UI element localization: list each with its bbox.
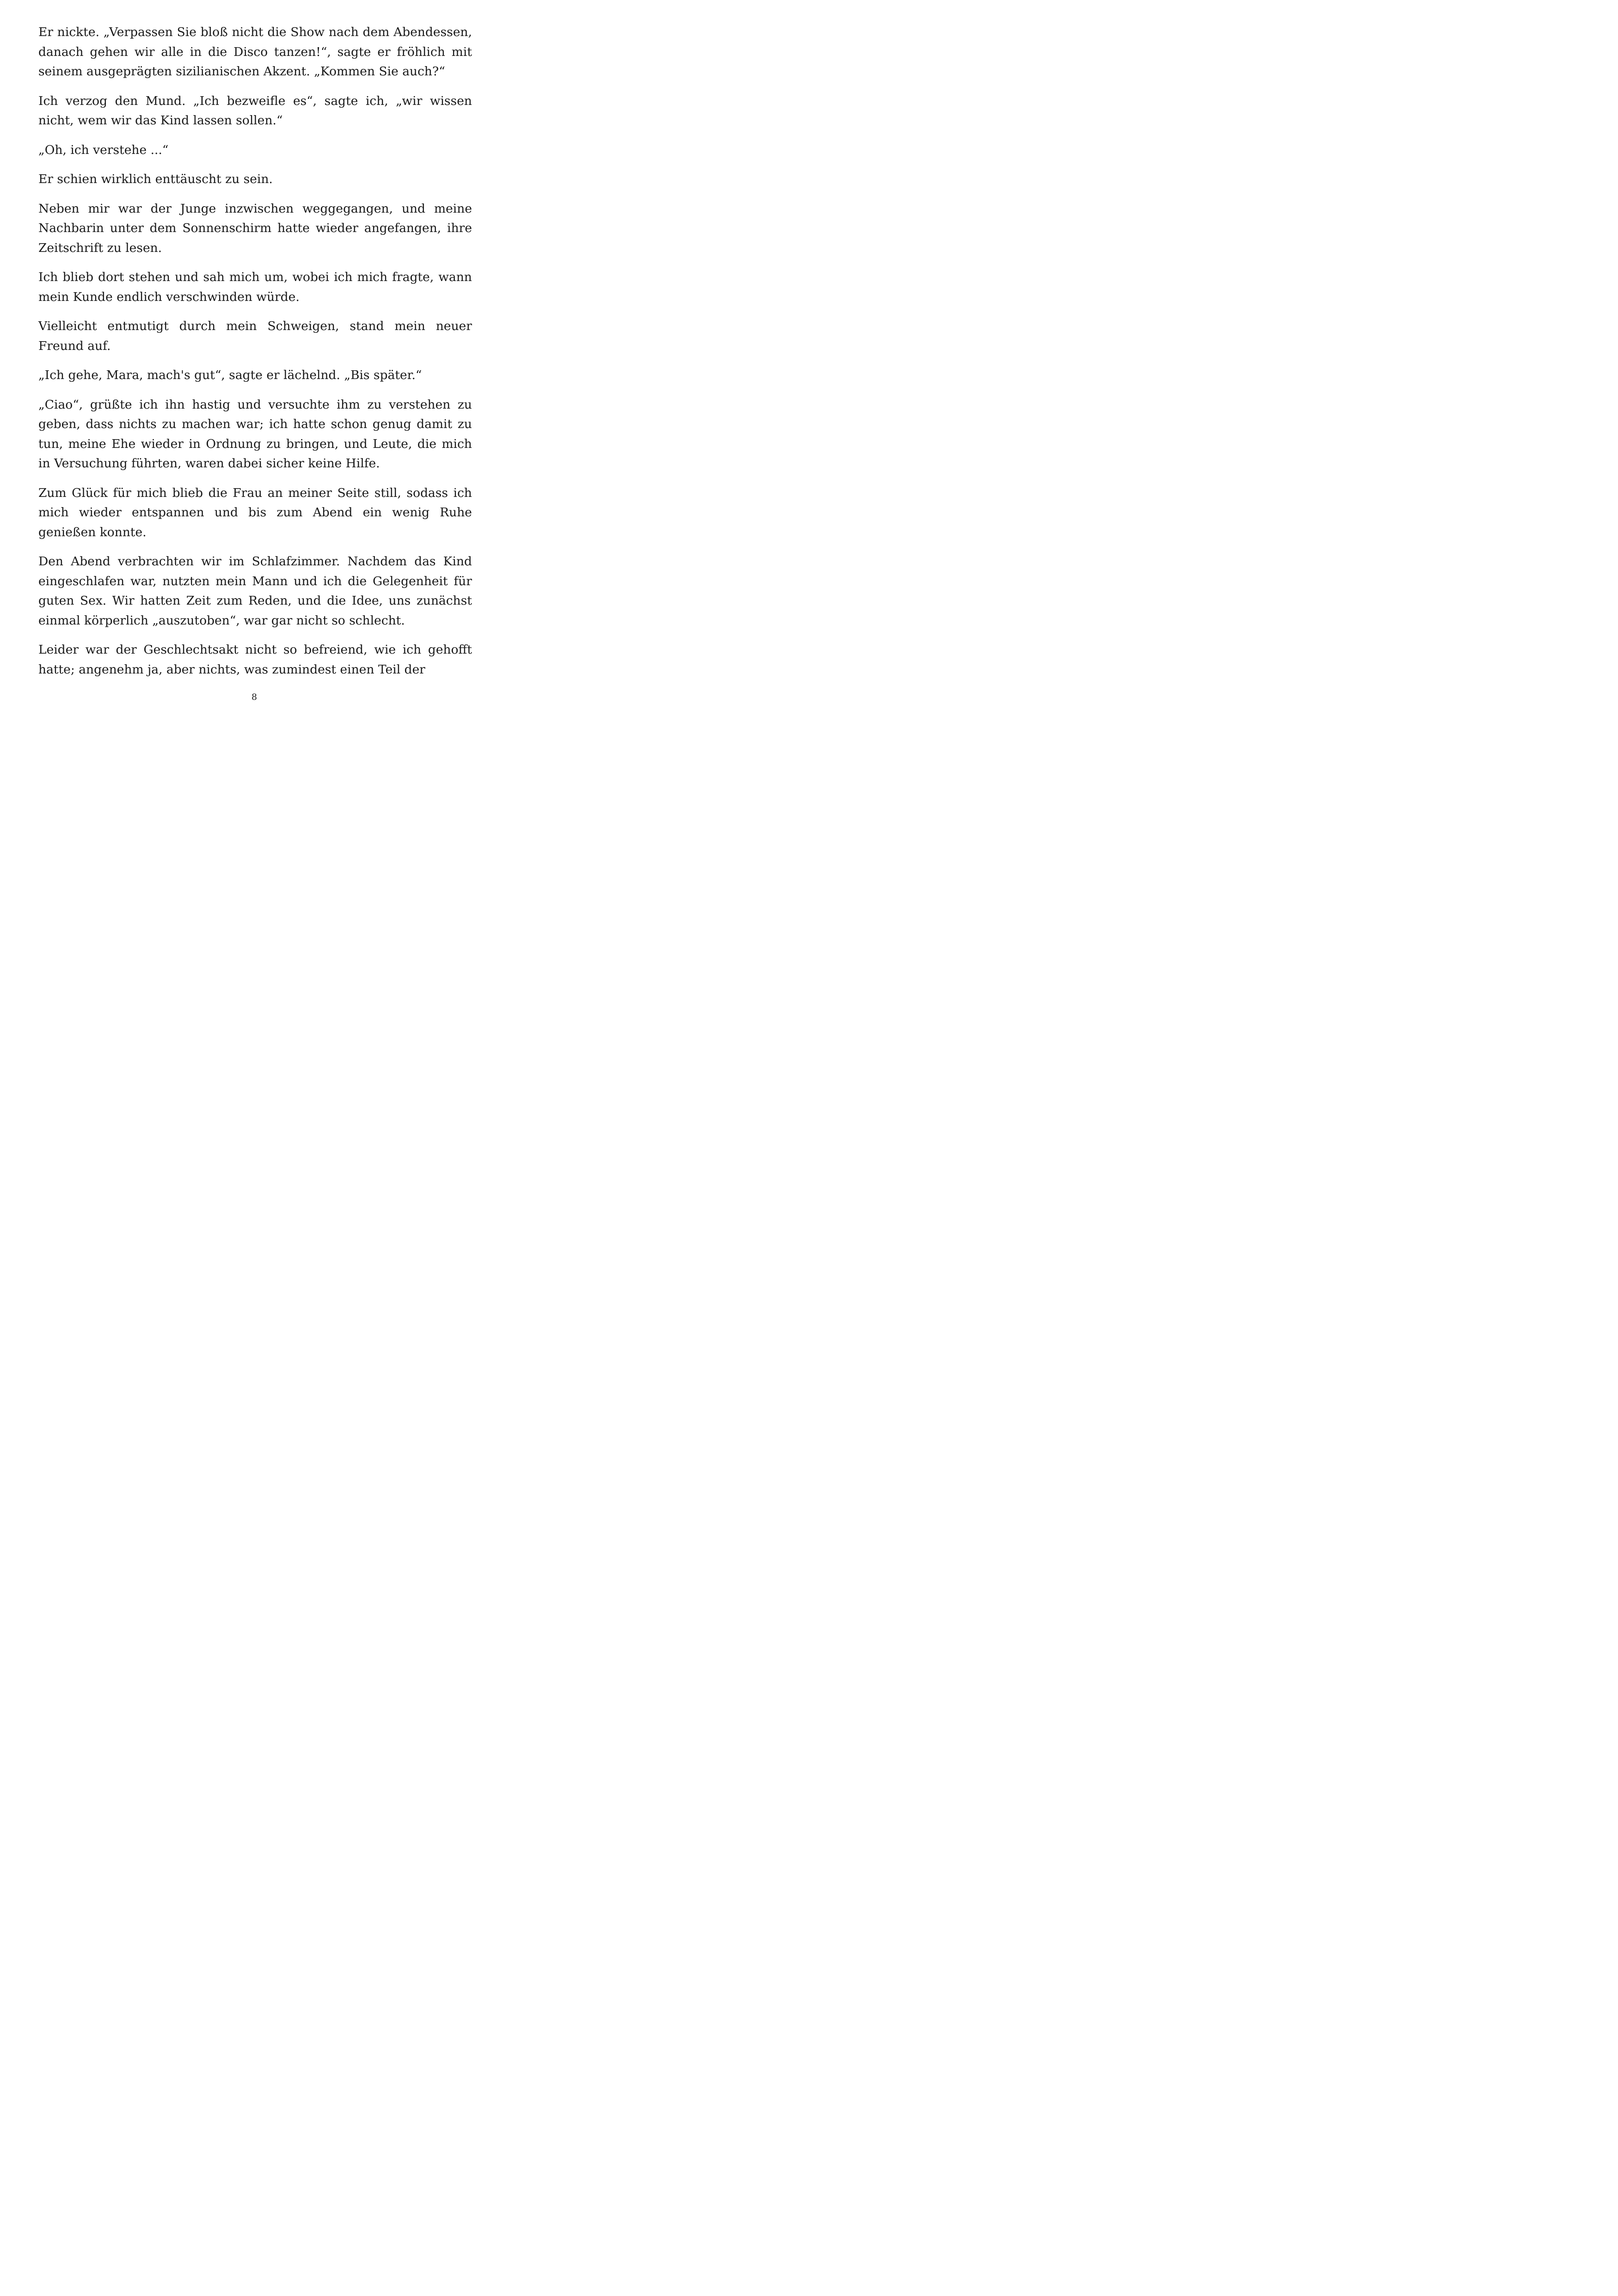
paragraph: Vielleicht entmutigt durch mein Schweigen, stand mein neuer Freund auf. xyxy=(38,319,472,353)
paragraph: Zum Glück für mich blieb die Frau an meiner Seite still, sodass ich mich wieder entspannen und bis zum Abend ein wenig Ruhe genießen konnte. xyxy=(38,485,472,539)
paragraph: Er schien wirklich enttäuscht zu sein. xyxy=(38,172,273,186)
paragraph: Er nickte. „Verpassen Sie bloß nicht die Show nach dem Abendessen, danach gehen wir alle in die Disco tanzen!“, sagte er fröhlich mit seinem ausgeprägten sizilianischen Akzent. „Kommen Sie auch?“ xyxy=(38,25,472,79)
paragraph: Ich verzog den Mund. „Ich bezweifle es“, sagte ich, „wir wissen nicht, wem wir das Kind lassen sollen.“ xyxy=(38,93,472,128)
document-page xyxy=(0,0,509,722)
paragraph: Ich blieb dort stehen und sah mich um, wobei ich mich fragte, wann mein Kunde endlich verschwinden würde. xyxy=(38,270,472,304)
body-text xyxy=(38,23,472,689)
paragraph: „Ich gehe, Mara, mach's gut“, sagte er lächelnd. „Bis später.“ xyxy=(38,368,422,382)
paragraph: „Oh, ich verstehe ...“ xyxy=(38,142,169,157)
paragraph: Neben mir war der Junge inzwischen weggegangen, und meine Nachbarin unter dem Sonnenschirm hatte wieder angefangen, ihre Zeitschrift zu lesen. xyxy=(38,201,472,255)
paragraph: Leider war der Geschlechtsakt nicht so befreiend, wie ich gehofft hatte; angenehm ja, aber nichts, was zumindest einen Teil der xyxy=(38,643,472,677)
paragraph: „Ciao“, grüßte ich ihn hastig und versuchte ihm zu verstehen zu geben, dass nichts zu machen war; ich hatte schon genug damit zu tun, meine Ehe wieder in Ordnung zu bringen, und Leute, die mich in Versuchung führten, waren dabei sicher keine Hilfe. xyxy=(38,397,472,471)
page-number: 8 xyxy=(251,692,257,702)
paragraph: Den Abend verbrachten wir im Schlafzimmer. Nachdem das Kind eingeschlafen war, nutzten mein Mann und ich die Gelegenheit für guten Sex. Wir hatten Zeit zum Reden, und die Idee, uns zunächst einmal körperlich „auszutoben“, war gar nicht so schlecht. xyxy=(38,554,472,628)
